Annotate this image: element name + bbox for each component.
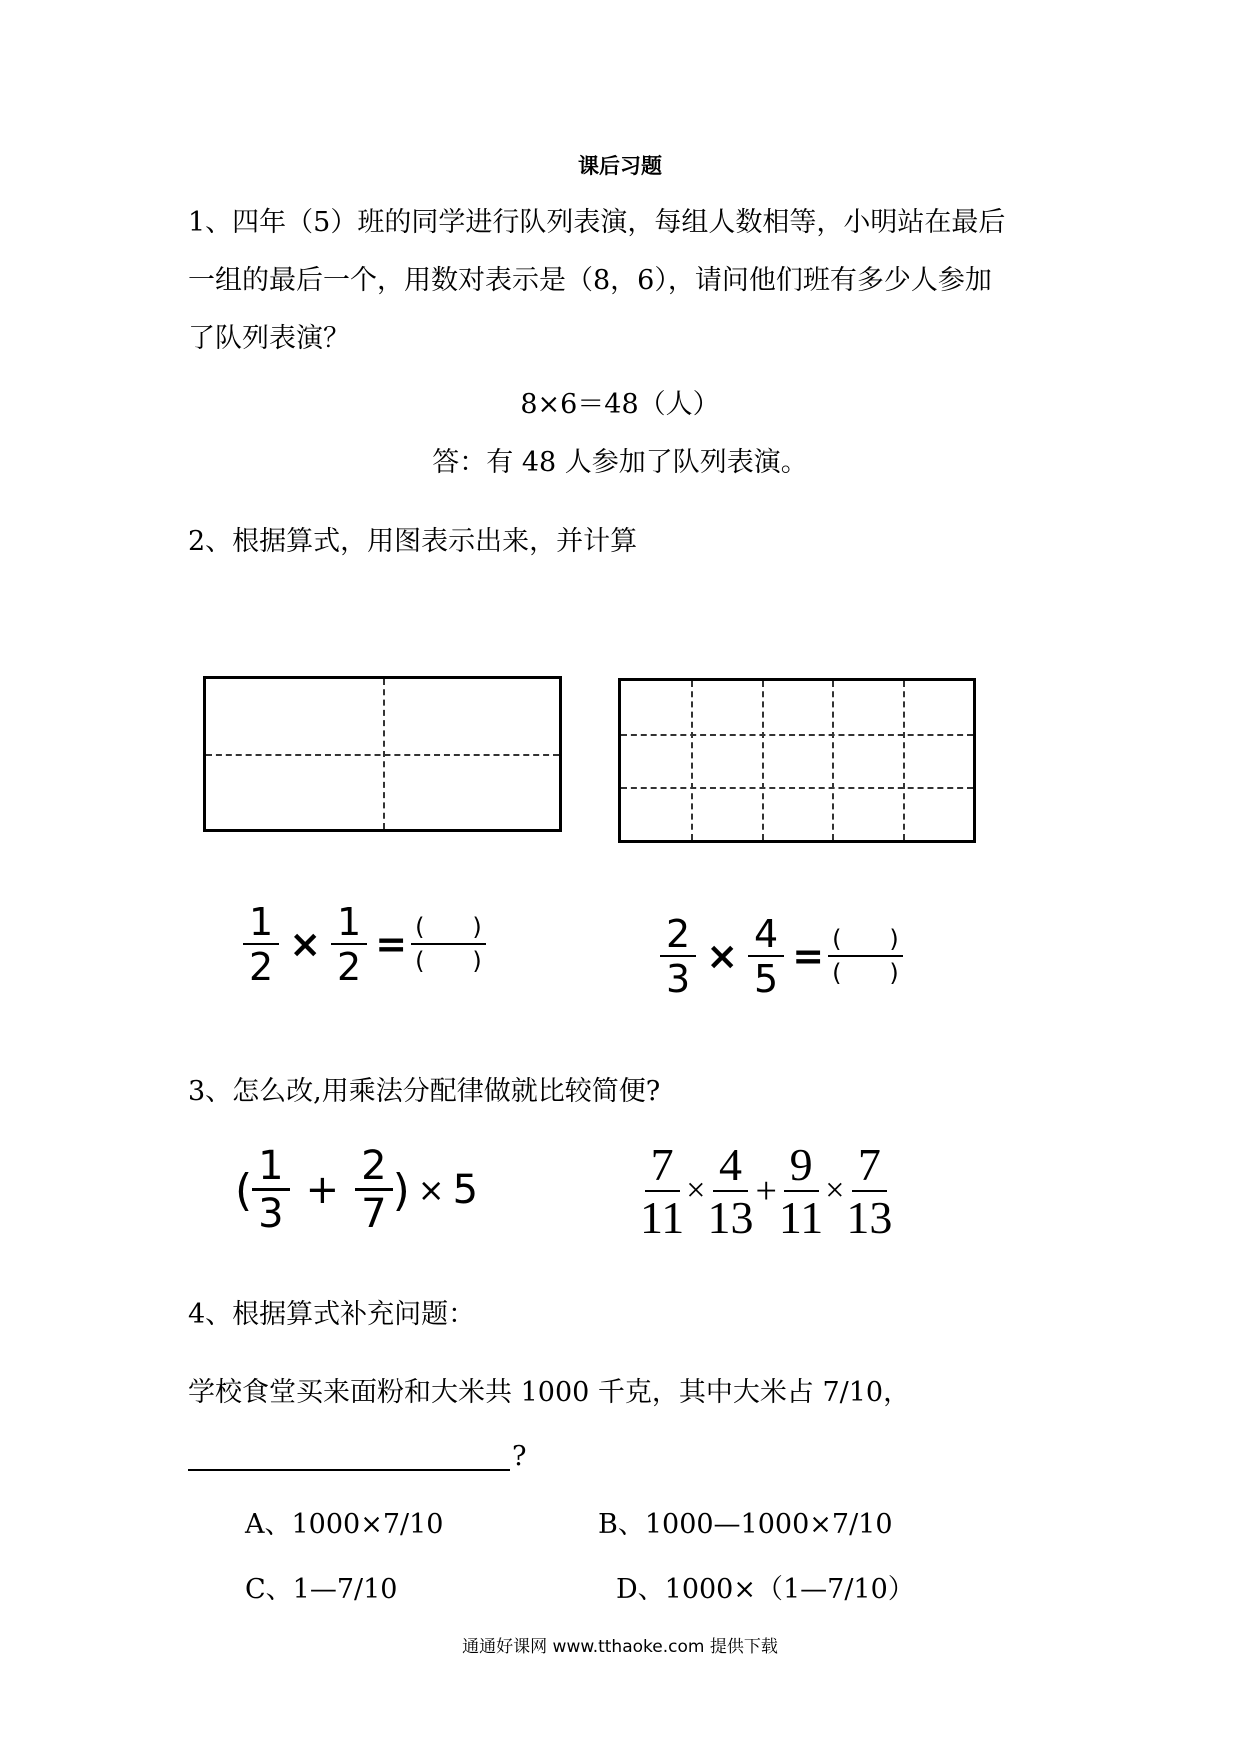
option-c[interactable]: C、1—7/10 <box>245 1574 398 1605</box>
denominator: 11 <box>778 1191 824 1243</box>
answer-blank-fraction[interactable] <box>828 927 903 985</box>
fraction <box>707 1138 754 1243</box>
denominator-blank[interactable]: ( ) <box>832 959 899 987</box>
page-title: 课后习题 <box>578 154 662 178</box>
numerator: 1 <box>331 903 367 945</box>
option-b[interactable]: B、1000—1000×7/10 <box>598 1509 893 1540</box>
fraction <box>331 899 367 989</box>
denominator: 7 <box>361 1191 387 1237</box>
denominator: 13 <box>707 1191 754 1243</box>
q2-prompt: 2、根据算式，用图表示出来，并计算 <box>188 526 638 557</box>
plus-sign: + <box>755 1170 777 1212</box>
grid-divider <box>832 681 834 840</box>
numerator: 4 <box>713 1142 748 1192</box>
numerator: 7 <box>852 1142 887 1192</box>
q4-statement: 学校食堂买来面粉和大米共 1000 千克，其中大米占 7/10， <box>188 1377 911 1408</box>
numerator-blank[interactable]: ( ) <box>411 915 486 945</box>
fraction <box>252 1143 289 1237</box>
option-a[interactable]: A、1000×7/10 <box>245 1509 444 1540</box>
fraction <box>846 1138 893 1243</box>
grid-5x3-diagram <box>618 678 976 843</box>
grid-divider <box>206 754 559 756</box>
times-sign: × <box>706 934 739 978</box>
equals-sign: = <box>792 934 825 978</box>
option-d[interactable]: D、1000×（1—7/10） <box>616 1574 915 1605</box>
equals-sign: = <box>375 922 408 966</box>
q1-line-2: 一组的最后一个，用数对表示是（8，6），请问他们班有多少人参加 <box>188 265 992 296</box>
fraction <box>748 911 784 1001</box>
blank-question-mark: ? <box>512 1441 527 1472</box>
grid-divider <box>762 681 764 840</box>
grid-divider <box>621 734 973 736</box>
numerator-blank[interactable]: ( ) <box>828 927 903 957</box>
numerator: 1 <box>243 903 279 945</box>
times-sign: × <box>686 1172 706 1209</box>
denominator: 11 <box>640 1191 685 1243</box>
numerator: 2 <box>355 1146 392 1191</box>
q1-answer: 答：有 48 人参加了队列表演。 <box>432 447 808 478</box>
fraction <box>243 899 279 989</box>
grid-divider <box>903 681 905 840</box>
q4-prompt: 4、根据算式补充问题： <box>188 1299 476 1330</box>
right-paren: ) <box>392 1164 410 1216</box>
grid-2x2-diagram <box>203 676 562 832</box>
numerator: 2 <box>660 915 696 957</box>
fraction <box>660 911 696 1001</box>
left-paren: ( <box>235 1164 253 1216</box>
q1-line-1: 1、四年（5）班的同学进行队列表演，每组人数相等，小明站在最后 <box>188 207 1006 238</box>
times-sign: × <box>825 1172 845 1209</box>
denominator: 2 <box>249 944 274 989</box>
q2-equation-1 <box>243 898 486 990</box>
answer-blank-fraction[interactable] <box>411 915 486 973</box>
times-sign: × <box>417 1171 445 1209</box>
numerator: 9 <box>784 1142 819 1192</box>
denominator: 3 <box>666 956 691 1001</box>
times-sign: × <box>289 922 322 966</box>
q3-expression-2 <box>640 1136 892 1246</box>
denominator: 3 <box>258 1191 284 1237</box>
fraction <box>640 1138 685 1243</box>
grid-divider <box>691 681 693 840</box>
q1-line-3: 了队列表演？ <box>188 323 350 354</box>
numerator: 4 <box>748 915 784 957</box>
q1-calculation: 8×6＝48（人） <box>520 389 720 420</box>
denominator: 13 <box>846 1191 893 1243</box>
plus-sign: + <box>305 1167 340 1213</box>
q3-expression-1 <box>235 1142 478 1238</box>
q3-prompt: 3、怎么改,用乘法分配律做就比较简便? <box>188 1076 661 1107</box>
denominator: 2 <box>337 944 362 989</box>
grid-divider <box>621 787 973 789</box>
q2-equation-2 <box>660 908 903 1004</box>
fraction <box>778 1138 824 1243</box>
question-blank-line[interactable] <box>188 1469 510 1471</box>
footer-credit: 通通好课网 www.tthaoke.com 提供下载 <box>462 1637 778 1657</box>
denominator: 5 <box>754 956 779 1001</box>
numerator: 1 <box>252 1146 289 1191</box>
denominator-blank[interactable]: ( ) <box>415 947 482 975</box>
fraction <box>355 1143 392 1237</box>
numerator: 7 <box>645 1142 680 1192</box>
multiplier: 5 <box>452 1167 479 1213</box>
